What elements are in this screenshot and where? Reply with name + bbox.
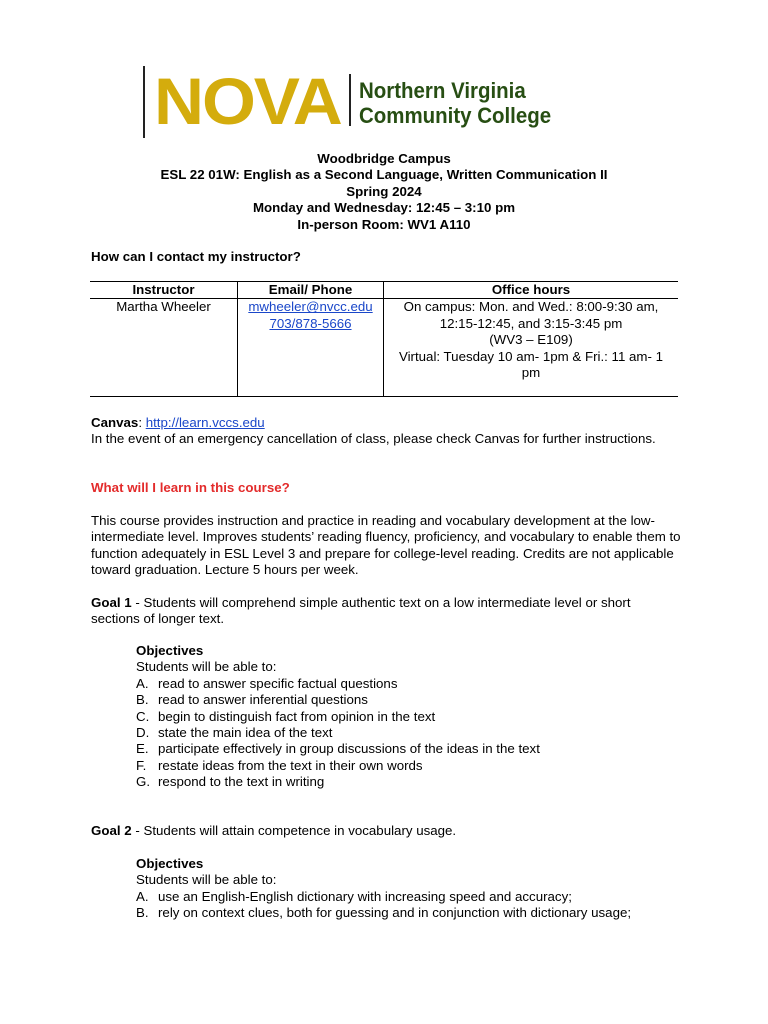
list-item: F. restate ideas from the text in their own words bbox=[136, 757, 423, 773]
term: Spring 2024 bbox=[346, 183, 422, 199]
logo-name-line2: Community College bbox=[359, 103, 552, 128]
office-hours-line: (WV3 – E109) bbox=[489, 332, 573, 348]
table-row bbox=[90, 299, 678, 397]
list-item: B. rely on context clues, both for guessing and in conjunction with dictionary usage; bbox=[136, 905, 632, 921]
table-header-row bbox=[90, 282, 678, 299]
col-instructor: Instructor bbox=[90, 282, 238, 299]
canvas-link[interactable]: http://learn.vccs.edu bbox=[145, 415, 265, 430]
list-item: C. begin to distinguish fact from opinion in the text bbox=[136, 708, 436, 724]
office-hours-line: On campus: Mon. and Wed.: 8:00-9:30 am, bbox=[403, 299, 659, 315]
office-hours-line: pm bbox=[521, 365, 541, 381]
room: In-person Room: WV1 A110 bbox=[297, 216, 471, 232]
logo-divider bbox=[349, 74, 351, 126]
goal-2-text: - Students will attain competence in vocabulary usage. bbox=[131, 823, 457, 838]
office-hours-cell bbox=[384, 299, 679, 397]
nova-logo bbox=[142, 64, 582, 140]
office-hours-line: 12:15-12:45, and 3:15-3:45 pm bbox=[439, 315, 623, 331]
instructor-name: Martha Wheeler bbox=[90, 299, 238, 397]
objectives-heading: Objectives bbox=[136, 643, 204, 658]
list-item: E. participate effectively in group discussions of the ideas in the text bbox=[136, 741, 540, 757]
goal-1 bbox=[91, 595, 671, 628]
logo-name-line1: Northern Virginia bbox=[359, 78, 526, 103]
campus-name: Woodbridge Campus bbox=[317, 151, 451, 166]
goal-2-objectives bbox=[136, 856, 696, 922]
objectives-intro: Students will be able to: bbox=[136, 872, 277, 888]
objectives-intro: Students will be able to: bbox=[136, 659, 277, 675]
goal-2-label: Goal 2 bbox=[91, 823, 132, 838]
course-header bbox=[0, 151, 768, 233]
col-office-hours: Office hours bbox=[384, 282, 679, 299]
canvas-separator: : bbox=[138, 415, 146, 430]
phone-link[interactable]: 703/878-5666 bbox=[269, 315, 352, 331]
contact-question: How can I contact my instructor? bbox=[91, 249, 301, 264]
list-item: G. respond to the text in writing bbox=[136, 774, 325, 790]
goal-2 bbox=[91, 823, 671, 839]
logo-college-name bbox=[359, 78, 551, 128]
list-item: A. use an English-English dictionary with increasing speed and accuracy; bbox=[136, 888, 572, 904]
goal-1-label: Goal 1 bbox=[91, 595, 132, 610]
office-hours-line: Virtual: Tuesday 10 am- 1pm & Fri.: 11 am- 1 bbox=[398, 348, 664, 364]
instructor-table bbox=[90, 281, 678, 397]
course-description: This course provides instruction and practice in reading and vocabulary development at the low-intermediate level. Improves students’ reading fluency, proficiency, and vocabulary to enable them to function adequately in ESL Level 3 and prepare for college-level reading. Credits are not applicable toward graduation. Lecture 5 hours per week. bbox=[91, 513, 681, 578]
email-link[interactable]: mwheeler@nvcc.edu bbox=[248, 299, 373, 315]
goal-1-text: - Students will comprehend simple authentic text on a low intermediate level or short sections of longer text. bbox=[91, 595, 631, 627]
col-email-phone: Email/ Phone bbox=[238, 282, 384, 299]
contact-cell bbox=[238, 299, 384, 397]
list-item: A. read to answer specific factual questions bbox=[136, 675, 398, 691]
canvas-label: Canvas bbox=[91, 415, 139, 430]
logo-left-rule bbox=[143, 66, 145, 138]
learn-heading: What will I learn in this course? bbox=[91, 480, 290, 495]
canvas-section bbox=[91, 415, 731, 448]
list-item: D. state the main idea of the text bbox=[136, 725, 333, 741]
goal-1-objectives bbox=[136, 643, 696, 791]
schedule: Monday and Wednesday: 12:45 – 3:10 pm bbox=[252, 200, 516, 216]
list-item: B. read to answer inferential questions bbox=[136, 692, 368, 708]
objectives-heading: Objectives bbox=[136, 856, 204, 871]
logo-wordmark: NOVA bbox=[154, 64, 341, 138]
canvas-note: In the event of an emergency cancellation of class, please check Canvas for further instructions. bbox=[91, 431, 656, 447]
course-title: ESL 22 01W: English as a Second Language, Written Communication II bbox=[160, 167, 608, 183]
